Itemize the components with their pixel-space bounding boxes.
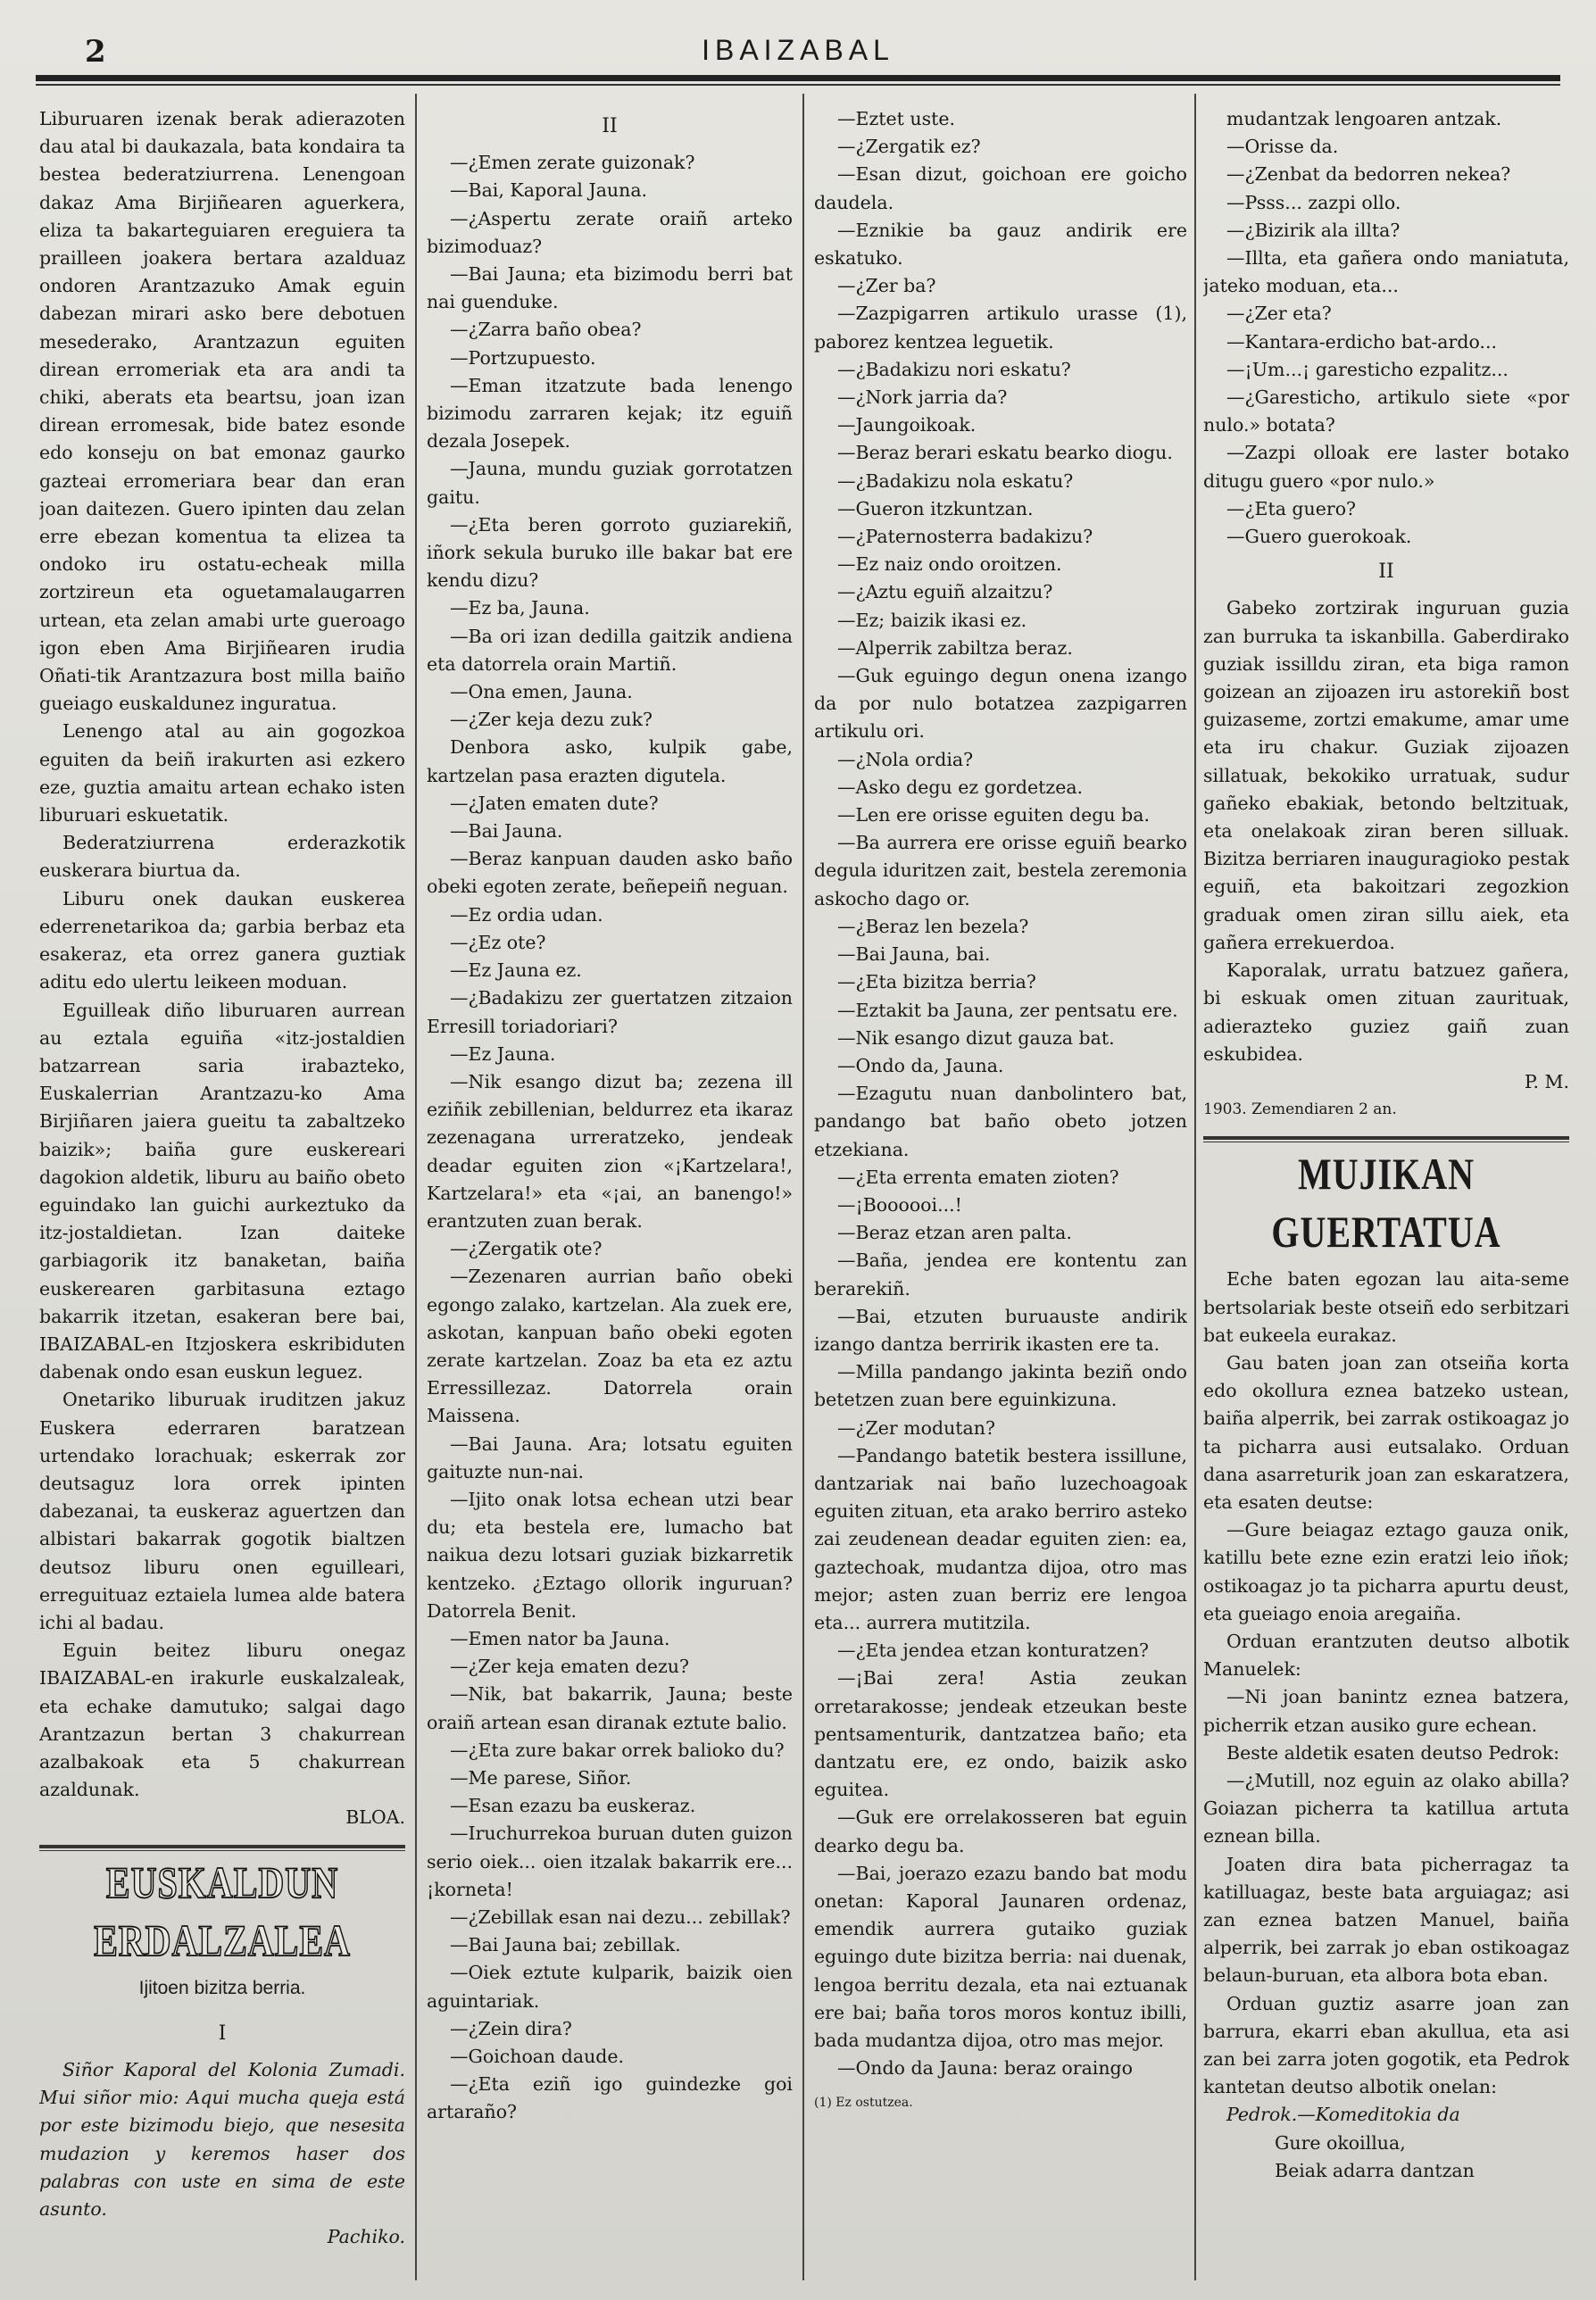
dialogue-line: —¿Badakizu nola eskatu? <box>837 469 1074 492</box>
paragraph: Eguilleak diño liburuaren aurrean au eztala eguiña «itz-jostaldien batzarrean saria irabazteko, Euskalerrian Arantzazu-ko Ama Birjiñaren jaiera gueitu ta zabaltzeko baizik»; baiña gure euskereari dagokion aldetik, liburu au baiño obeto eguindako lan guichi aurkeztuko da itz-jostaldietan. Izan daiteke garbiagorik itz banaketan, baiña euskerearen garbitasuna eztago bakarrik itzetan, esakeran bere bai, IBAIZABAL-en Itzjoskera eskribiduten dabenak ondo esan euskun leguez. <box>39 999 405 1383</box>
dialogue-line: —Bai, Kaporal Jauna. <box>450 179 648 202</box>
paragraph: Gabeko zortzirak inguruan guzia zan burruka ta iskanbilla. Gaberdirako guziak issilldu ziran, eta biga ramon goizean an zijoazen iru astorekiñ bost guizaseme, zortzi emakume, amar ume eta iru chakur. Guziak zijoazen sillatuak, bekokiko urratuak, sudur gañeko ebakiak, betondo beltzituak, eta onelakoak ziran beren silluak. Bizitza berriaren inauguragioko pestak eguiñ, eta bakoitzari zegozkion graduak omen ziran sillu aiek, eta gañera errekuerdoa. <box>1203 597 1569 953</box>
dialogue-line: —Bai Jauna, bai. <box>837 943 991 966</box>
article-headline: EUSKALDUN ERDALZALEA <box>94 1856 351 1965</box>
dialogue-line: —¿Eta bizitza berria? <box>837 971 1036 993</box>
dialogue-line: —¿Zenbat da bedorren nekea? <box>1226 163 1511 186</box>
dialogue-line: —¿Zergatik ote? <box>450 1238 603 1260</box>
dialogue-line: —¡Um...¡ garesticho ezpalitz... <box>1226 358 1509 380</box>
dialogue-line: —¡Boooooi...! <box>837 1193 962 1216</box>
dialogue-line: —Ijito onak lotsa echean utzi bear du; eta bestela ere, lumacho bat naikua dezu lotsari guziak bizkarretik kentzeko. ¿Eztago ollorik inguruan? Datorrela Benit. <box>427 1488 793 1622</box>
dialogue-line: —Gueron itzkuntzan. <box>837 497 1034 519</box>
dialogue-line: —Len ere orisse eguiten degu ba. <box>837 804 1150 826</box>
dialogue-line: —Bai Jauna bai; zebillak. <box>450 1934 681 1956</box>
dialogue-line: —¿Zarra baño obea? <box>450 319 642 341</box>
dialogue-line: —¿Badakizu zer guertatzen zitzaion Erresill toriadoriari? <box>427 987 793 1037</box>
dialogue-line: —Beraz berari eskatu bearko diogu. <box>837 442 1173 464</box>
dialogue-line: —¿Eta eziñ igo guindezke goi artaraño? <box>427 2073 793 2123</box>
paragraph: —¿Mutill, noz eguin az olako abilla? Goiazan picherra ta katillua artuta eznean billa. <box>1203 1769 1569 1847</box>
dialogue-line: —¿Eta beren gorroto guziarekiñ, iñork sekula buruko ille bakar bat ere kendu dizu? <box>427 513 793 592</box>
dialogue-line: —¿Eta zure bakar orrek balioko du? <box>450 1739 785 1761</box>
paragraph: Eguin beitez liburu onegaz IBAIZABAL-en irakurle euskalzaleak, eta echake damutuko; salgai dago Arantzazun bertan 3 chakurrean azalbakoak eta 5 chakurrean azaldunak. <box>39 1640 405 1801</box>
paragraph: Joaten dira bata picherragaz ta katilluagaz, beste bata arguiagaz; asi zan eznea batzen Manuel, baiña alperrik, bei zarrak jo eban ostikoagaz belaun-buruan, eta albora bota eban. <box>1203 1853 1569 1987</box>
article-subtitle: Ijitoen bizitza berria. <box>138 1977 306 1998</box>
dialogue-line: —Guk ere orrelakosseren bat eguin dearko degu ba. <box>814 1806 1187 1856</box>
signature: Pachiko. <box>327 2226 405 2248</box>
section-number: II <box>1378 560 1394 584</box>
dialogue-line: —Eztakit ba Jauna, zer pentsatu ere. <box>837 999 1178 1021</box>
verse-line: Gure okoillua, <box>1275 2131 1406 2154</box>
dialogue-line: —¿Zebillak esan nai dezu... zebillak? <box>450 1906 791 1928</box>
dialogue-line: —Zezenaren aurrian baño obeki egongo zalako, kartzelan. Ala zuek ere, askotan, kanpuan baño obeki egoten zerate kartzelan. Zoaz ba eta ez aztu Erressillezaz. Datorrela orain Maissena. <box>427 1266 793 1427</box>
dialogue-line: —¿Eta jendea etzan konturatzen? <box>837 1640 1150 1662</box>
dialogue-line: —Bai, joerazo ezazu bando bat modu onetan: Kaporal Jaunaren ordenaz, emendik aurrera gutaiko guziak eguingo dute bizitza berria: nai duenak, lengoa berritu dezala, eta nai eztuanak ere bai; baña toros moros kontuz ibilli, bada mudantza dijoa, otro mas mejor. <box>814 1862 1187 2052</box>
dialogue-line: —Ondo da, Jauna. <box>837 1054 1004 1076</box>
paragraph: Liburu onek daukan euskerea ederrenetarikoa da; garbia berbaz eta esakeraz, eta orrez ganera guztiak aditu edo ulertu leikeen moduan. <box>39 887 405 993</box>
column-divider <box>1194 94 1196 2280</box>
dialogue-line: —Jauna, mundu guziak gorrotatzen gaitu. <box>427 458 793 508</box>
dialogue-line: —¿Zer eta? <box>1226 303 1332 325</box>
paragraph: Kaporalak, urratu batzuez gañera, bi eskuak omen zituan zaurituak, adierazteko guziez gaiñ zuan eskubidea. <box>1203 959 1569 1065</box>
dialogue-line: —Beraz etzan aren palta. <box>837 1222 1072 1244</box>
masthead-title: IBAIZABAL <box>702 34 894 66</box>
dialogue-line: —Alperrik zabiltza beraz. <box>837 636 1073 659</box>
dialogue-line: —Portzupuesto. <box>450 346 596 369</box>
dialogue-line: —Ez ba, Jauna. <box>450 597 590 619</box>
dialogue-line: Denbora asko, kulpik gabe, kartzelan pasa erazten digutela. <box>427 736 793 786</box>
article-headline: MUJIKAN GUERTATUA <box>1271 1149 1501 1258</box>
dialogue-line: —Pandango batetik bestera issillune, dantzariak nai baño luzechoagoak eguiten zituan, eta arako berriro asteko zai zeudenean deadar eguiten zien: ea, gaztechoak, mudantza dijoa, otro mas mejor; asten zuan berriz ere lengoa eta... aurrera mutitzila. <box>814 1444 1187 1633</box>
dialogue-line: mudantzak lengoaren antzak. <box>1226 108 1502 129</box>
paragraph: Beste aldetik esaten deutso Pedrok: <box>1226 1741 1560 1764</box>
paragraph: Onetariko liburuak iruditzen jakuz Euskera ederraren baratzean urtendako lorachuak; eskerrak zor deutsaguz lora orrek ipinten dabezanai, ta euskeraz aguertzen dan albistari bakarrak gogotik bialtzen deutsoz liburu onen eguilleari, erreguituaz eztaiela lumea alde batera ichi al badau. <box>39 1389 405 1633</box>
dialogue-line: —Ba aurrera ere orisse eguiñ bearko degula iduritzen zait, bestela zeremonia askocho dago or. <box>814 832 1187 909</box>
dialogue-line: —Emen nator ba Jauna. <box>450 1627 670 1649</box>
column-3 <box>814 105 1187 2283</box>
dialogue-line: —¿Paternosterra badakizu? <box>837 526 1093 548</box>
dialogue-line: —¿Aspertu zerate oraiñ arteko bizimoduaz? <box>427 207 793 257</box>
dialogue-line: —Nik, bat bakarrik, Jauna; beste oraiñ artean esan diranak eztute balio. <box>427 1683 793 1733</box>
dialogue-line: —Bai Jauna. Ara; lotsatu eguiten gaituzte nun-nai. <box>427 1432 793 1482</box>
dialogue-line: —¿Zer modutan? <box>837 1416 995 1439</box>
dialogue-line: —¿Zein dira? <box>450 2017 572 2039</box>
dialogue-line: —Nik esango dizut gauza bat. <box>837 1026 1115 1049</box>
dialogue-line: —¿Beraz len bezela? <box>837 915 1029 937</box>
column-4 <box>1203 105 1569 2283</box>
paragraph: Gau baten joan zan otseiña korta edo okollura eznea batzeko ustean, baiña alperrik, bei zarrak ostikoagaz jo ta picharra ausi eutsalako. Orduan dana asarreturik joan zan eskaratzera, eta esaten deutse: <box>1203 1351 1569 1513</box>
dialogue-line: —Orisse da. <box>1226 136 1339 158</box>
header-rule <box>36 75 1560 81</box>
dialogue-line: —Zazpigarren artikulo urasse (1), paborez kentzea leguetik. <box>814 303 1187 353</box>
paragraph: —Ni joan banintz eznea batzera, picherrik etzan ausiko gure echean. <box>1203 1686 1569 1736</box>
paragraph: Bederatziurrena erderazkotik euskerara biurtua da. <box>39 832 405 882</box>
page-number: 2 <box>85 34 106 70</box>
dialogue-list <box>427 149 793 2126</box>
paragraph: Liburuaren izenak berak adierazoten dau atal bi daukazala, bata kondaira ta bestea bederatziurrena. Lenengoan dakaz Ama Birjiñearen aguerkera, eliza ta bakarteguiaren ereguiera ta prailleen joakera bertara azalduaz ondoren Arantzazuko Amak eguin dabezan mirari asko bere debotuen mesederako, Arantzazun eguiten direan erromeriak eta ara andi ta chiki, aberats eta beartsu, joan izan direan erromesak, bide batez esonde edo konseju on bat emonaz gaurko gazteai erromeriara bear dan eran joan daitezen. Guero ipinten dau zelan erre ebezan komentua ta elizea ta ondoko iru ostatu-echeak milla zortzireun eta oguetamalaugarren urtean, eta zelan amabi urte gueroago igon eben Ama Birjiñearen irudia Oñati-tik Arantzazura bost milla baiño gueiago euskaldunez inguratua. <box>39 108 405 715</box>
dialogue-line: —¿Nork jarria da? <box>837 386 1008 409</box>
dialogue-line: —Ez; baizik ikasi ez. <box>837 609 1027 631</box>
section-rule <box>39 1845 405 1848</box>
dialogue-line: —Bai, etzuten buruauste andirik izango dantza berririk ikasten ere ta. <box>814 1305 1187 1355</box>
dialogue-line: —Jaungoikoak. <box>837 414 977 436</box>
column-divider <box>415 94 417 2280</box>
header-rule-thin <box>36 84 1560 86</box>
dialogue-line: —Illta, eta gañera ondo maniatuta, jateko moduan, eta... <box>1203 247 1569 297</box>
footnote: (1) Ez ostutzea. <box>814 2096 913 2111</box>
column-1 <box>39 105 405 2283</box>
verse-line: Beiak adarra dantzan <box>1275 2159 1475 2181</box>
letter-text: Siñor Kaporal del Kolonia Zumadi. Mui siñor mio: Aqui mucha queja está por este bizimodu biejo, que nesesita mudazion y keremos haser dos palabras con uste en sima de este asunto. <box>39 2059 405 2221</box>
dialogue-list <box>1203 105 1569 551</box>
dialogue-line: —Ondo da Jauna: beraz oraingo <box>837 2057 1134 2080</box>
dialogue-line: —Nik esango dizut ba; zezena ill eziñik zebillenian, beldurrez eta ikaraz zezenagana urreratzeko, jendeak deadar eguiten zion «¡Kartzelara!, Kartzelara!» eta «¡ai, an banengo!» erantzuten zuan berak. <box>427 1070 793 1232</box>
dialogue-line: —Bai Jauna. <box>450 820 563 843</box>
dialogue-line: —Eztet uste. <box>837 108 955 129</box>
dialogue-line: —¿Ez ote? <box>450 931 546 953</box>
dialogue-line: —Me parese, Siñor. <box>450 1766 632 1789</box>
dialogue-line: —Ba ori izan dedilla gaitzik andiena eta datorrela orain Martiñ. <box>427 625 793 675</box>
signature: BLOA. <box>345 1806 405 1829</box>
dialogue-line: —Ez Jauna. <box>450 1042 556 1065</box>
dialogue-line: —¿Garesticho, artikulo siete «por nulo.» botata? <box>1203 386 1569 436</box>
dialogue-line: —Kantara-erdicho bat-ardo... <box>1226 330 1497 353</box>
dialogue-line: —Esan ezazu ba euskeraz. <box>450 1795 696 1817</box>
section-rule <box>1203 1136 1569 1140</box>
column-divider <box>802 94 804 2280</box>
signature: P. M. <box>1524 1070 1569 1092</box>
dialogue-list <box>814 105 1187 2082</box>
dialogue-line: —¿Eta errenta ematen zioten? <box>837 1166 1119 1188</box>
verse-line: Pedrok.—Komeditokia da <box>1226 2104 1460 2126</box>
dialogue-line: —Guk eguingo degun onena izango da por nulo botatzea zazpigarren artikulu ori. <box>814 665 1187 743</box>
paragraph: Orduan guztiz asarre joan zan barrura, ekarri eban akullua, eta asi zan bei zarra joten gogotik, eta Pedrok kantetan deutso albotik onelan: <box>1203 1992 1569 2098</box>
dialogue-line: —Psss... zazpi ollo. <box>1226 191 1401 213</box>
dialogue-line: —Milla pandango jakinta beziñ ondo betetzen zuan bere eguinkizuna. <box>814 1361 1187 1411</box>
section-number: I <box>218 2022 227 2045</box>
dialogue-line: —¿Zergatik ez? <box>837 136 981 158</box>
dialogue-line: —¿Zer keja dezu zuk? <box>450 709 653 731</box>
paragraph: —Gure beiagaz eztago gauza onik, katillu bete ezne ezin eratzi leio iñok; ostikoagaz jo ta picharra apurtu deust, eta gueiago enoia aregaiña. <box>1203 1519 1569 1624</box>
dialogue-line: —Ezagutu nuan danbolintero bat, pandango bat baño obeto jotzen etzekiana. <box>814 1083 1187 1160</box>
dialogue-line: —Ez naiz ondo oroitzen. <box>837 553 1062 576</box>
dialogue-line: —¿Emen zerate guizonak? <box>450 152 695 174</box>
dialogue-line: —Eman itzatzute bada lenengo bizimodu zarraren kejak; itz eguiñ dezala Josepek. <box>427 374 793 453</box>
dialogue-line: —¿Eta guero? <box>1226 497 1357 519</box>
dialogue-line: —¿Zer ba? <box>837 275 936 297</box>
dialogue-line: —Iruchurrekoa buruan duten guizon serio oiek... oien itzalak bakarrik ere... ¡korneta! <box>427 1823 793 1900</box>
section-number: II <box>602 115 618 137</box>
paragraph: Lenengo atal au ain gogozkoa eguiten da beiñ irakurten asi ezkero eze, guztia amaitu artean echako isten liburuari eskuetatik. <box>39 720 405 826</box>
dialogue-line: —Ona emen, Jauna. <box>450 681 633 703</box>
column-2 <box>427 105 793 2283</box>
dialogue-line: —Baña, jendea ere kontentu zan berarekiñ. <box>814 1250 1187 1299</box>
dialogue-line: —Guero guerokoak. <box>1226 526 1412 548</box>
dialogue-line: —Beraz kanpuan dauden asko baño obeki egoten zerate, beñepeiñ neguan. <box>427 848 793 898</box>
dialogue-line: —¿Aztu eguiñ alzaitzu? <box>837 581 1053 603</box>
dialogue-line: —¿Badakizu nori eskatu? <box>837 358 1071 380</box>
dialogue-line: —¿Bizirik ala illta? <box>1226 219 1401 241</box>
dialogue-line: —Oiek eztute kulparik, baizik oien aguintariak. <box>427 1962 793 2012</box>
dialogue-line: —Esan dizut, goichoan ere goicho daudela. <box>814 163 1187 213</box>
dialogue-line: —Asko degu ez gordetzea. <box>837 776 1084 798</box>
dialogue-line: —¿Nola ordia? <box>837 748 974 770</box>
dialogue-line: —¡Bai zera! Astia zeukan orretarakosse; jendeak etzeukan beste pentsamenturik, dantzatzea baño; eta dantzatu ere, ez ondo, baizik asko eguitea. <box>814 1667 1187 1801</box>
paragraph: Eche baten egozan lau aita-seme bertsolariak beste otseiñ edo serbitzari bat eukeela eurakaz. <box>1203 1268 1569 1346</box>
dialogue-line: —Ez Jauna ez. <box>450 959 582 982</box>
dialogue-line: —Bai Jauna; eta bizimodu berri bat nai guenduke. <box>427 263 793 313</box>
dialogue-line: —¿Zer keja ematen dezu? <box>450 1656 689 1678</box>
dialogue-line: —Eznikie ba gauz andirik ere eskatuko. <box>814 219 1187 270</box>
date-line: 1903. Zemendiaren 2 an. <box>1203 1100 1397 1119</box>
dialogue-line: —Ez ordia udan. <box>450 903 603 926</box>
dialogue-line: —Zazpi olloak ere laster botako ditugu guero «por nulo.» <box>1203 442 1569 492</box>
paragraph: Orduan erantzuten deutso albotik Manuelek: <box>1203 1630 1569 1681</box>
section-rule-thin <box>39 1850 405 1851</box>
dialogue-line: —Goichoan daude. <box>450 2046 625 2068</box>
dialogue-line: —¿Jaten ematen dute? <box>450 792 659 814</box>
